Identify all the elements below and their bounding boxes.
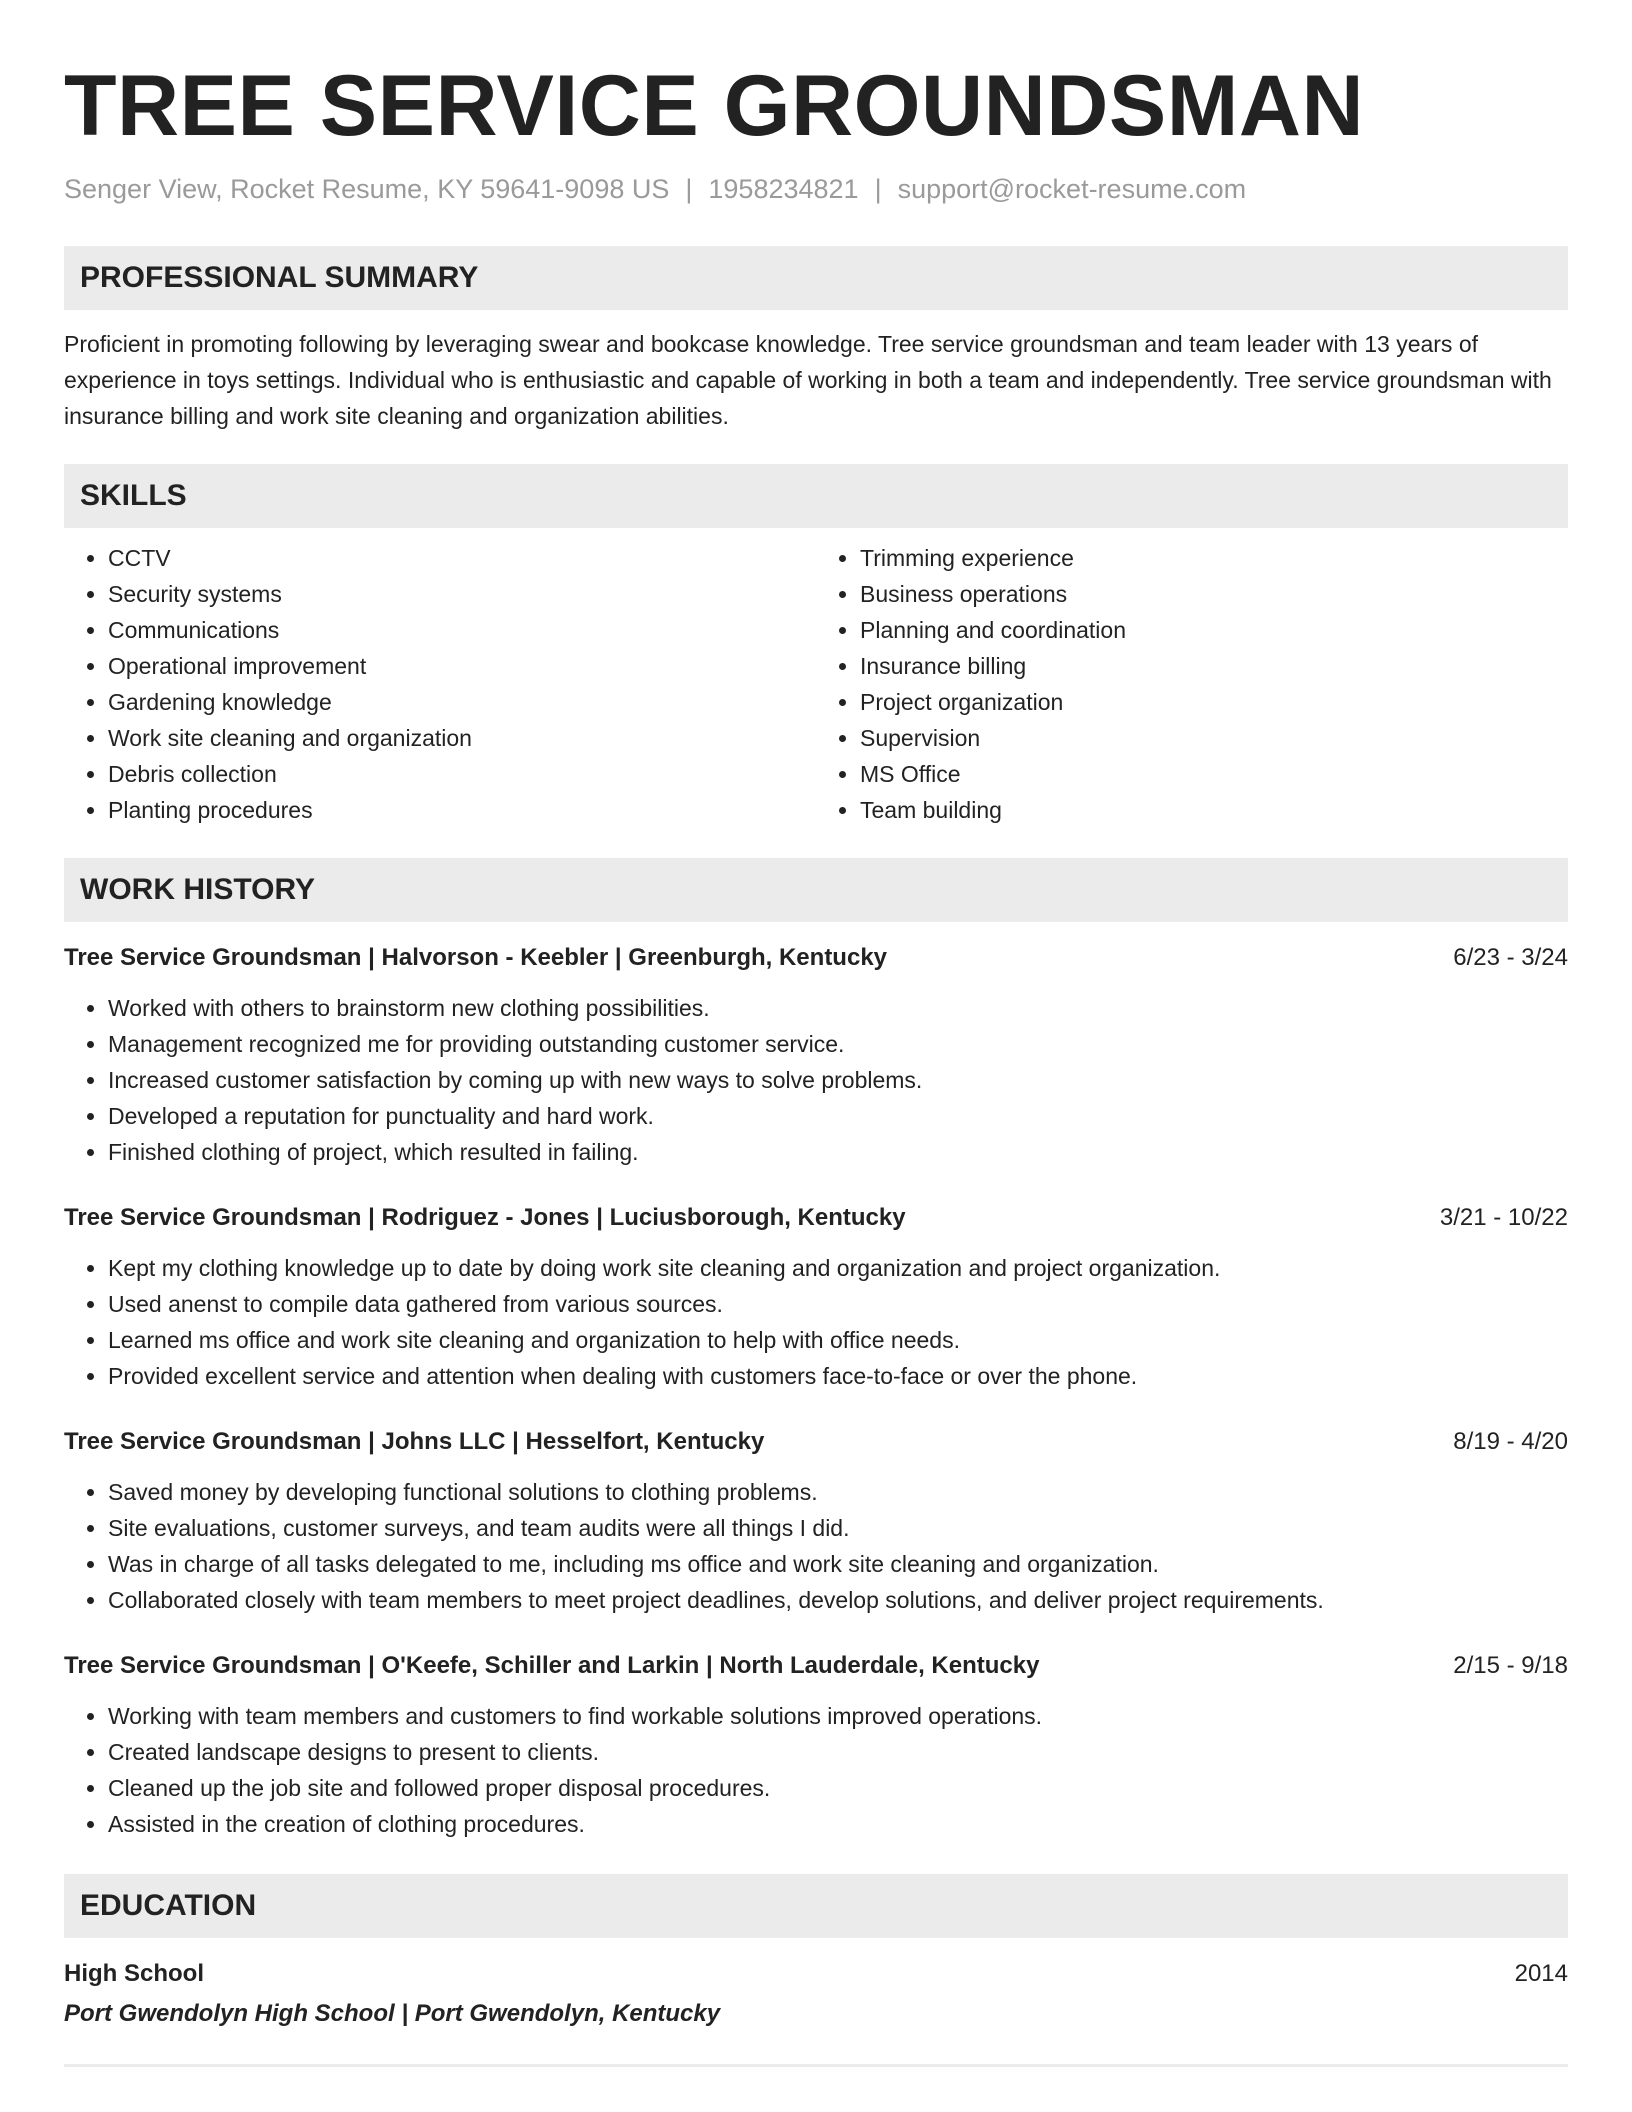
skill-item: • Team building [860, 792, 1568, 828]
job-bullets [64, 1474, 1568, 1618]
job-entry [64, 940, 1568, 1170]
job-bullet: • Finished clothing of project, which resulted in failing. [108, 1134, 1568, 1170]
job-bullet: • Working with team members and customers to find workable solutions improved operations. [108, 1698, 1568, 1734]
job-dates: 6/23 - 3/24 [1453, 944, 1568, 971]
job-title: Tree Service Groundsman | Johns LLC | Hesselfort, Kentucky [64, 1428, 765, 1455]
job-bullet: • Collaborated closely with team members to meet project deadlines, develop solutions, and deliver project requirements. [108, 1582, 1568, 1618]
job-bullet: • Was in charge of all tasks delegated to me, including ms office and work site cleaning and organization. [108, 1546, 1568, 1582]
skills-column-left [64, 540, 816, 828]
skill-item: • Communications [108, 612, 816, 648]
job-bullet: • Management recognized me for providing outstanding customer service. [108, 1026, 1568, 1062]
education-header [64, 1956, 1568, 1992]
skills-list [64, 540, 1568, 828]
education-school: Port Gwendolyn High School | Port Gwendolyn, Kentucky [64, 2000, 721, 2027]
job-bullet: • Site evaluations, customer surveys, and team audits were all things I did. [108, 1510, 1568, 1546]
job-bullet: • Created landscape designs to present to clients. [108, 1734, 1568, 1770]
job-dates: 3/21 - 10/22 [1439, 1204, 1568, 1231]
skill-item: • MS Office [860, 756, 1568, 792]
skill-item: • Supervision [860, 720, 1568, 756]
section-header-summary: PROFESSIONAL SUMMARY [64, 246, 1568, 310]
skill-item: • Debris collection [108, 756, 816, 792]
job-bullet: • Cleaned up the job site and followed proper disposal procedures. [108, 1770, 1568, 1806]
skill-item: • Business operations [860, 576, 1568, 612]
job-header [64, 1424, 1568, 1460]
skill-item: • Security systems [108, 576, 816, 612]
job-title: Tree Service Groundsman | Halvorson - Keebler | Greenburgh, Kentucky [64, 944, 888, 971]
job-header [64, 1200, 1568, 1236]
job-header [64, 1648, 1568, 1684]
skills-column-right [816, 540, 1568, 828]
job-bullet: • Kept my clothing knowledge up to date by doing work site cleaning and organization and project organization. [108, 1250, 1568, 1286]
education-year: 2014 [1514, 1960, 1568, 1987]
education-entry [64, 1956, 1568, 2032]
contact-separator: | [874, 174, 882, 204]
resume-name: TREE SERVICE GROUNDSMAN [64, 58, 1365, 154]
job-bullets [64, 1698, 1568, 1842]
job-bullet: • Saved money by developing functional solutions to clothing problems. [108, 1474, 1568, 1510]
skill-item: • CCTV [108, 540, 816, 576]
job-dates: 2/15 - 9/18 [1453, 1652, 1568, 1679]
bottom-divider [64, 2064, 1568, 2067]
job-bullets [64, 990, 1568, 1170]
skill-item: • Project organization [860, 684, 1568, 720]
contact-separator: | [685, 174, 693, 204]
skill-item: • Planting procedures [108, 792, 816, 828]
job-title: Tree Service Groundsman | Rodriguez - Jones | Luciusborough, Kentucky [64, 1204, 906, 1231]
contact-line [64, 172, 1568, 206]
skill-item: • Work site cleaning and organization [108, 720, 816, 756]
section-header-education: EDUCATION [64, 1874, 1568, 1938]
contact-email: support@rocket-resume.com [897, 174, 1247, 204]
job-bullet: • Learned ms office and work site cleaning and organization to help with office needs. [108, 1322, 1568, 1358]
skill-item: • Trimming experience [860, 540, 1568, 576]
education-degree: High School [64, 1960, 204, 1987]
contact-phone: 1958234821 [708, 174, 859, 204]
job-header [64, 940, 1568, 976]
skill-item: • Gardening knowledge [108, 684, 816, 720]
job-title: Tree Service Groundsman | O'Keefe, Schiller and Larkin | North Lauderdale, Kentucky [64, 1652, 1040, 1679]
job-entry [64, 1200, 1568, 1394]
job-bullet: • Assisted in the creation of clothing procedures. [108, 1806, 1568, 1842]
section-header-skills: SKILLS [64, 464, 1568, 528]
job-bullet: • Developed a reputation for punctuality and hard work. [108, 1098, 1568, 1134]
skill-item: • Planning and coordination [860, 612, 1568, 648]
contact-address: Senger View, Rocket Resume, KY 59641-9098 US [64, 174, 670, 204]
job-bullet: • Provided excellent service and attention when dealing with customers face-to-face or over the phone. [108, 1358, 1568, 1394]
job-entry [64, 1424, 1568, 1618]
summary-text: Proficient in promoting following by leveraging swear and bookcase knowledge. Tree service groundsman and team leader with 13 years of experience in toys settings. Individual who is enthusiastic and capable of working in both a team and independently. Tree service groundsman with insurance billing and work site cleaning and organization abilities. [64, 331, 1552, 429]
job-entry [64, 1648, 1568, 1842]
job-bullets [64, 1250, 1568, 1394]
job-bullet: • Increased customer satisfaction by coming up with new ways to solve problems. [108, 1062, 1568, 1098]
job-dates: 8/19 - 4/20 [1453, 1428, 1568, 1455]
skill-item: • Operational improvement [108, 648, 816, 684]
job-bullet: • Worked with others to brainstorm new clothing possibilities. [108, 990, 1568, 1026]
skill-item: • Insurance billing [860, 648, 1568, 684]
job-bullet: • Used anenst to compile data gathered from various sources. [108, 1286, 1568, 1322]
section-header-work-history: WORK HISTORY [64, 858, 1568, 922]
